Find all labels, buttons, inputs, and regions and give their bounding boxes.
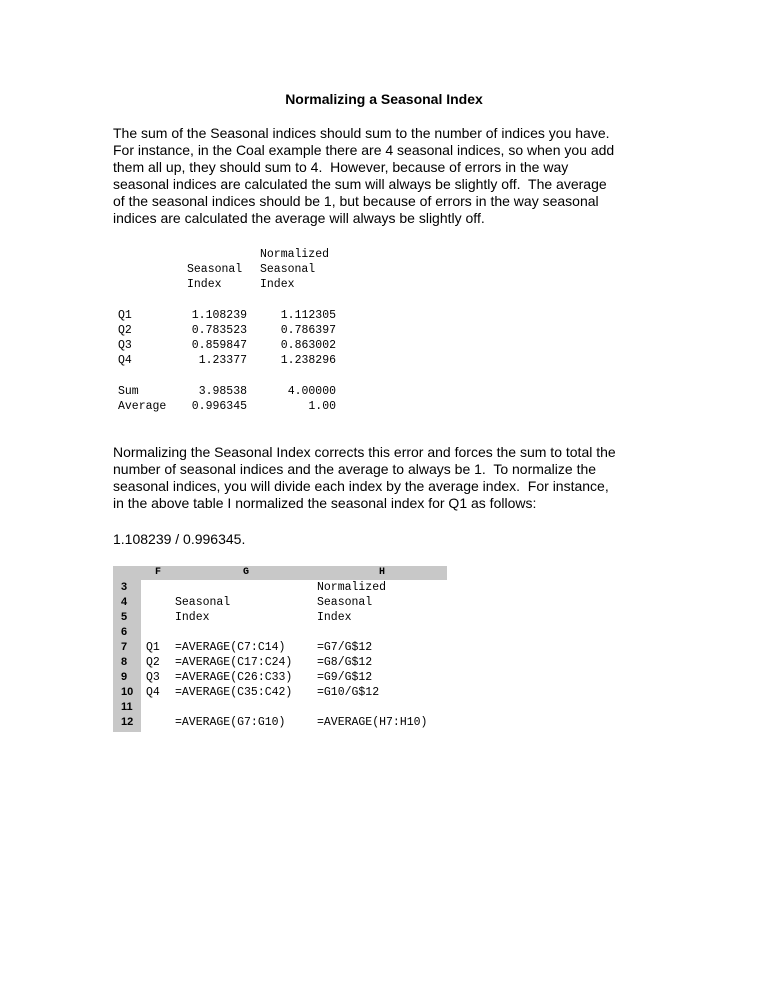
seasonal-value: 0.783523 — [191, 323, 247, 337]
cell-g4: Seasonal — [175, 596, 231, 609]
cell-h12: =AVERAGE(H7:H10) — [317, 716, 428, 729]
row-number: 11 — [121, 701, 133, 713]
text-line: The sum of the Seasonal indices should sum to the number of indices you have. — [113, 125, 610, 141]
text-line: For instance, in the Coal example there are 4 seasonal indices, so when you add — [113, 142, 615, 158]
seasonal-value: 1.23377 — [198, 354, 247, 368]
cell-g12: =AVERAGE(G7:G10) — [175, 716, 286, 729]
summary-label: Average — [118, 399, 167, 413]
normalized-value: 1.00 — [308, 399, 336, 413]
spreadsheet-excerpt — [113, 566, 447, 732]
header-cell: Seasonal — [260, 263, 316, 277]
normalized-value: 1.238296 — [280, 354, 336, 368]
row-number: 12 — [121, 716, 134, 728]
seasonal-value: 0.859847 — [191, 339, 247, 353]
cell-h3: Normalized — [317, 581, 387, 594]
text-line: of the seasonal indices should be 1, but because of errors in the way seasonal — [113, 193, 599, 209]
summary-row — [118, 384, 336, 399]
cell-f7: Q1 — [146, 641, 160, 654]
text-line: in the above table I normalized the seasonal index for Q1 as follows: — [113, 495, 537, 511]
quarter-label: Q1 — [118, 308, 132, 322]
cell-g8: =AVERAGE(C17:C24) — [175, 656, 293, 669]
table-row — [118, 338, 336, 353]
text-line: seasonal indices, you will divide each index by the average index. For instance, — [113, 478, 609, 494]
cell-g5: Index — [175, 611, 210, 624]
cell-f10: Q4 — [146, 686, 160, 699]
summary-label: Sum — [118, 384, 139, 398]
summary-row — [118, 399, 336, 414]
seasonal-value: 0.996345 — [191, 399, 247, 413]
cell-g7: =AVERAGE(C7:C14) — [175, 641, 286, 654]
row-number: 7 — [121, 641, 128, 653]
seasonal-value: 1.108239 — [191, 308, 247, 322]
header-cell: Index — [260, 278, 295, 292]
cell-h10: =G10/G$12 — [317, 686, 380, 699]
quarter-label: Q4 — [118, 354, 132, 368]
cell-g10: =AVERAGE(C35:C42) — [175, 686, 293, 699]
quarter-label: Q3 — [118, 339, 132, 353]
cell-g9: =AVERAGE(C26:C33) — [175, 671, 293, 684]
seasonal-index-table — [118, 247, 336, 414]
normalized-value: 1.112305 — [280, 308, 336, 322]
row-number: 3 — [121, 581, 128, 593]
row-header-bar — [113, 580, 141, 732]
column-header-bar — [113, 566, 447, 580]
table-header-row — [118, 247, 330, 262]
intro-paragraph — [113, 125, 673, 227]
cell-f9: Q3 — [146, 671, 160, 684]
row-number: 8 — [121, 656, 128, 668]
text-line: Normalizing the Seasonal Index corrects this error and forces the sum to total the — [113, 444, 616, 460]
cell-h9: =G9/G$12 — [317, 671, 373, 684]
cell-h5: Index — [317, 611, 352, 624]
column-header-f: F — [154, 567, 161, 578]
row-number: 5 — [121, 611, 128, 623]
table-row — [118, 308, 336, 323]
column-header-g: G — [242, 567, 249, 578]
text-line: them all up, they should sum to 4. However, because of errors in the way — [113, 159, 569, 175]
cell-h8: =G8/G$12 — [317, 656, 373, 669]
text-line: indices are calculated the average will always be slightly off. — [113, 210, 485, 226]
header-cell: Normalized — [260, 248, 330, 261]
column-header-h: H — [378, 567, 385, 578]
table-row — [118, 323, 336, 338]
quarter-label: Q2 — [118, 323, 132, 337]
row-number: 10 — [121, 686, 134, 698]
normalized-value: 0.786397 — [280, 323, 336, 337]
text-line: seasonal indices are calculated the sum will always be slightly off. The average — [113, 176, 607, 192]
table-header-row — [118, 277, 295, 292]
row-number: 4 — [121, 596, 128, 608]
cell-f8: Q2 — [146, 656, 160, 669]
row-number: 6 — [121, 626, 128, 638]
cell-h7: =G7/G$12 — [317, 641, 373, 654]
page-title: Normalizing a Seasonal Index — [285, 91, 483, 107]
header-cell: Index — [187, 278, 222, 292]
header-cell: Seasonal — [187, 263, 243, 277]
row-number: 9 — [121, 671, 128, 683]
example-formula: 1.108239 / 0.996345. — [113, 531, 246, 547]
normalized-value: 0.863002 — [280, 339, 336, 353]
normalized-value: 4.00000 — [287, 384, 336, 398]
normalize-paragraph — [113, 444, 673, 512]
table-row — [118, 353, 336, 368]
cell-h4: Seasonal — [317, 596, 373, 609]
table-header-row — [118, 262, 316, 277]
text-line: number of seasonal indices and the average to always be 1. To normalize the — [113, 461, 597, 477]
seasonal-value: 3.98538 — [198, 384, 247, 398]
